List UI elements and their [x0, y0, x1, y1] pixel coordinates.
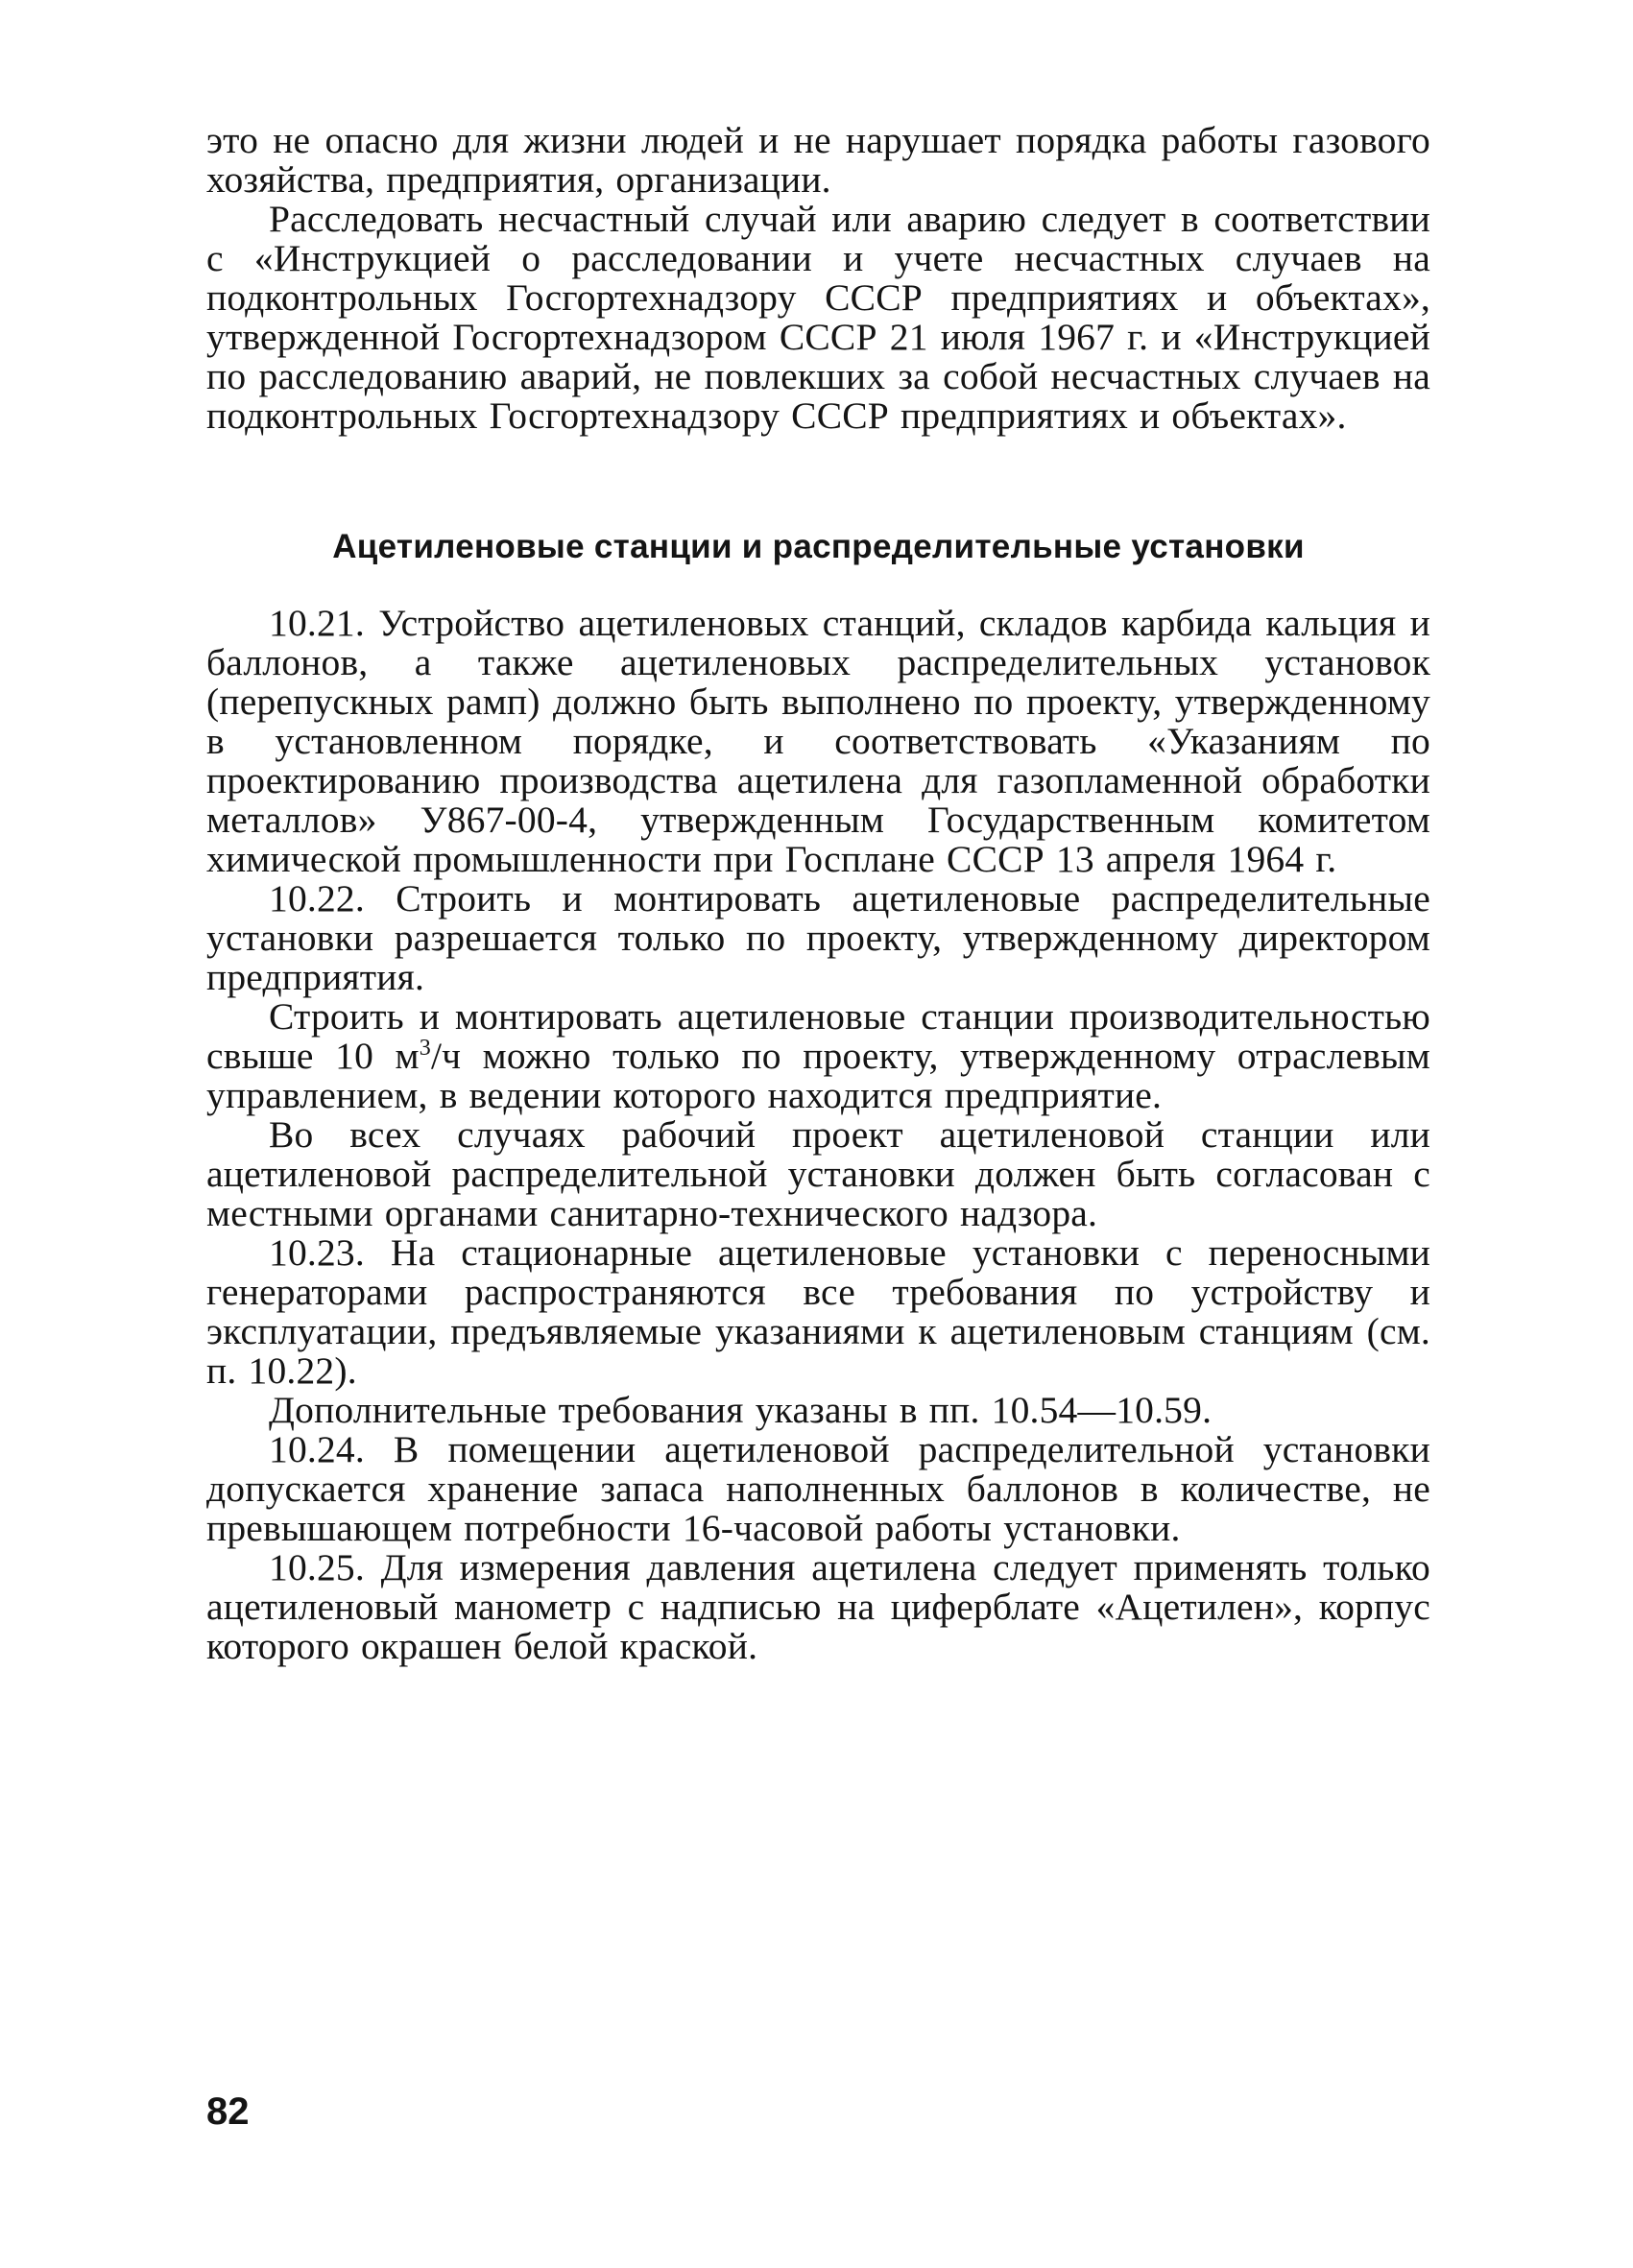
- capacity-text-before: Строить и монтировать ацетиленовые станции производительностью свыше 10 м: [206, 995, 1430, 1077]
- paragraph-continuation: это не опасно для жизни людей и не нарушает порядка работы газового хозяйства, предприятия, организации.: [206, 119, 1430, 201]
- paragraph-10-22: 10.22. Строить и монтировать ацетиленовые распределительные установки разрешается только по проекту, утвержденному директором предприятия.: [206, 877, 1430, 998]
- paragraph-additional-requirements: Дополнительные требования указаны в пп. 10.54—10.59.: [269, 1389, 1213, 1431]
- section-heading: Ацетиленовые станции и распределительные установки: [332, 528, 1305, 565]
- capacity-text-after: /ч можно только по проекту, утвержденному отраслевым управлением, в ведении которого находится предприятие.: [206, 1035, 1430, 1116]
- cubic-superscript: 3: [419, 1035, 431, 1061]
- paragraph-10-25: 10.25. Для измерения давления ацетилена следует применять только ацетиленовый манометр с надписью на циферблате «Ацетилен», корпус которого окрашен белой краской.: [206, 1546, 1430, 1667]
- paragraph-investigation: Расследовать несчастный случай или аварию следует в соответствии с «Инструкцией о расследовании и учете несчастных случаев на подконтрольных Госгортехнадзору СССР предприятиях и объектах», утвержденной Госгортехнадзором СССР 21 июля 1967 г. и «Инструкцией по расследованию аварий, не повлекших за собой несчастных случаев на подконтрольных Госгортехнадзору СССР предприятиях и объектах».: [206, 198, 1430, 437]
- page-number: 82: [206, 2090, 250, 2133]
- paragraph-10-21: 10.21. Устройство ацетиленовых станций, складов карбида кальция и баллонов, а также ацетиленовых распределительных установок (перепускных рамп) должно быть выполнено по проекту, утвержденному в установленном порядке, и соответствовать «Указаниям по проектированию производства ацетилена для газопламенной обработки металлов» У867-00-4, утвержденным Государственным комитетом химической промышленности при Госплане СССР 13 апреля 1964 г.: [206, 602, 1430, 880]
- paragraph-10-23: 10.23. На стационарные ацетиленовые установки с переносными генераторами распространяются все требования по устройству и эксплуатации, предъявляемые указаниями к ацетиленовым станциям (см. п. 10.22).: [206, 1231, 1430, 1392]
- paragraph-project-approval: Во всех случаях рабочий проект ацетиленовой станции или ацетиленовой распределительной установки должен быть согласован с местными органами санитарно-технического надзора.: [206, 1113, 1430, 1234]
- paragraph-10-24: 10.24. В помещении ацетиленовой распределительной установки допускается хранение запаса наполненных баллонов в количестве, не превышающем потребности 16-часовой работы установки.: [206, 1428, 1430, 1549]
- paragraph-station-capacity: [206, 997, 1430, 1115]
- page-body: [206, 121, 1430, 1666]
